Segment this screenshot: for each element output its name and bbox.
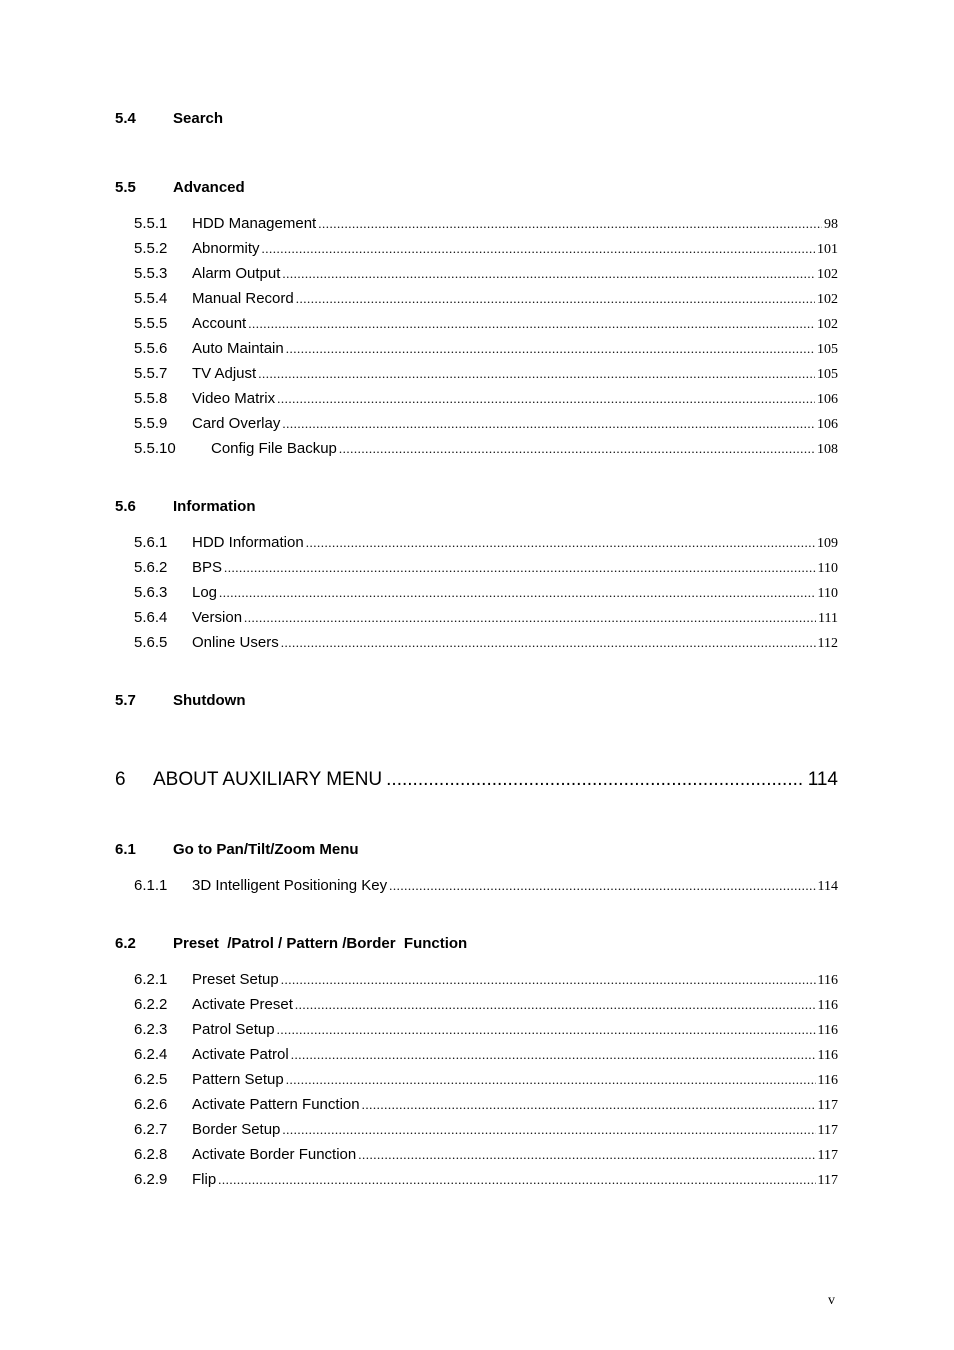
entry-number: 6.2.2 (134, 996, 168, 1013)
entry-title: Activate Patrol (192, 1046, 289, 1063)
entry-title: Config File Backup (211, 440, 337, 457)
toc-entry[interactable] (134, 415, 838, 433)
toc-entry[interactable] (134, 1046, 838, 1064)
dot-leader (262, 240, 815, 258)
toc-entry[interactable] (134, 877, 838, 895)
toc-entry[interactable] (134, 584, 838, 602)
toc-entry[interactable] (134, 240, 838, 258)
section-title: Information (173, 498, 256, 515)
toc-entry[interactable] (134, 215, 838, 233)
entry-title: Manual Record (192, 290, 294, 307)
toc-entry[interactable] (134, 1171, 838, 1189)
entry-number: 5.5.6 (134, 340, 168, 357)
toc-entry[interactable] (134, 1071, 838, 1089)
toc-entry[interactable] (134, 1021, 838, 1039)
entry-page: 102 (817, 267, 838, 282)
entry-title: HDD Management (192, 215, 317, 232)
entry-number: 5.5.10 (134, 440, 176, 457)
entry-page: 117 (817, 1123, 838, 1138)
entry-page: 109 (817, 536, 838, 551)
entry-title: Pattern Setup (192, 1071, 284, 1088)
entry-page: 117 (817, 1173, 838, 1188)
dot-leader (295, 996, 816, 1014)
entry-page: 98 (824, 217, 838, 232)
dot-leader (258, 365, 815, 383)
entry-title: Card Overlay (192, 415, 281, 432)
entry-page: 110 (817, 586, 838, 601)
entry-title: Border Setup (192, 1121, 281, 1138)
entry-page: 117 (817, 1148, 838, 1163)
toc-entry[interactable] (134, 290, 838, 308)
toc-entry[interactable] (134, 534, 838, 552)
entry-number: 6.2.7 (134, 1121, 168, 1138)
entry-number: 6.2.1 (134, 971, 168, 988)
entry-page: 106 (817, 417, 838, 432)
section-number: 6.1 (115, 841, 136, 858)
chapter-number: 6 (115, 769, 126, 790)
entry-title: Video Matrix (192, 390, 276, 407)
toc-entry[interactable] (134, 1121, 838, 1139)
entry-number: 6.2.8 (134, 1146, 168, 1163)
entry-number: 6.1.1 (134, 877, 168, 894)
dot-leader (277, 390, 815, 408)
section-number: 5.4 (115, 110, 136, 127)
entry-title: Patrol Setup (192, 1021, 275, 1038)
entry-number: 5.6.2 (134, 559, 168, 576)
dot-leader (362, 1096, 816, 1114)
section-title: Advanced (173, 179, 245, 196)
entry-page: 116 (817, 998, 838, 1013)
entry-page: 114 (817, 879, 838, 894)
entry-number: 5.5.3 (134, 265, 168, 282)
dot-leader (218, 1171, 815, 1189)
entry-page: 116 (817, 1048, 838, 1063)
entry-title: Log (192, 584, 218, 601)
entry-title: TV Adjust (192, 365, 257, 382)
toc-entry[interactable] (134, 634, 838, 652)
entry-title: Account (192, 315, 247, 332)
section-title: Preset /Patrol / Pattern /Border Function (173, 935, 468, 952)
dot-leader (386, 768, 804, 792)
dot-leader (219, 584, 815, 602)
toc-entry[interactable] (134, 365, 838, 383)
section-number: 5.6 (115, 498, 136, 515)
entry-page: 105 (817, 342, 838, 357)
dot-leader (296, 290, 815, 308)
entry-page: 101 (817, 242, 838, 257)
toc-entry[interactable] (134, 1096, 838, 1114)
entry-number: 6.2.6 (134, 1096, 168, 1113)
dot-leader (282, 1121, 815, 1139)
page-number: v (828, 1293, 835, 1308)
toc-entry[interactable] (134, 971, 838, 989)
entry-page: 116 (817, 973, 838, 988)
toc-entry[interactable] (134, 440, 838, 458)
entry-title: Preset Setup (192, 971, 279, 988)
entry-title: Auto Maintain (192, 340, 284, 357)
entry-page: 108 (817, 442, 838, 457)
entry-title: HDD Information (192, 534, 304, 551)
toc-entry[interactable] (134, 559, 838, 577)
dot-leader (389, 877, 815, 895)
dot-leader (339, 440, 815, 458)
entry-page: 112 (817, 636, 838, 651)
entry-title: BPS (192, 559, 223, 576)
entry-number: 5.6.5 (134, 634, 168, 651)
entry-number: 6.2.3 (134, 1021, 168, 1038)
entry-number: 5.5.7 (134, 365, 168, 382)
entry-number: 5.5.5 (134, 315, 168, 332)
entry-number: 6.2.4 (134, 1046, 168, 1063)
dot-leader (281, 971, 816, 989)
toc-entry[interactable] (134, 1146, 838, 1164)
dot-leader (306, 534, 815, 552)
entry-number: 5.6.4 (134, 609, 168, 626)
section-number: 5.5 (115, 179, 136, 196)
dot-leader (248, 315, 815, 333)
entry-page: 116 (817, 1023, 838, 1038)
dot-leader (318, 215, 822, 233)
dot-leader (281, 634, 816, 652)
entry-title: Online Users (192, 634, 279, 651)
entry-title: Activate Pattern Function (192, 1096, 360, 1113)
toc-entry[interactable] (134, 390, 838, 408)
entry-page: 106 (817, 392, 838, 407)
dot-leader (282, 415, 815, 433)
section-title: Shutdown (173, 692, 246, 709)
entry-number: 5.5.8 (134, 390, 168, 407)
section-number: 6.2 (115, 935, 136, 952)
entry-title: Activate Preset (192, 996, 293, 1013)
entry-title: Alarm Output (192, 265, 281, 282)
dot-leader (291, 1046, 816, 1064)
toc-chapter-6[interactable] (115, 768, 838, 792)
dot-leader (286, 1071, 816, 1089)
entry-page: 111 (818, 611, 838, 626)
entry-number: 5.5.4 (134, 290, 168, 307)
dot-leader (358, 1146, 815, 1164)
dot-leader (224, 559, 816, 577)
dot-leader (282, 265, 815, 283)
entry-page: 110 (817, 561, 838, 576)
entry-title: Flip (192, 1171, 217, 1188)
section-title: Go to Pan/Tilt/Zoom Menu (173, 841, 359, 858)
chapter-title: ABOUT AUXILIARY MENU (153, 769, 383, 790)
toc-entry[interactable] (134, 609, 838, 627)
entry-number: 5.6.1 (134, 534, 168, 551)
entry-number: 5.5.1 (134, 215, 168, 232)
entry-page: 105 (817, 367, 838, 382)
entry-number: 6.2.5 (134, 1071, 168, 1088)
toc-entry[interactable] (134, 265, 838, 283)
entry-page: 102 (817, 292, 838, 307)
chapter-page: 114 (807, 769, 838, 790)
entry-title: 3D Intelligent Positioning Key (192, 877, 388, 894)
section-title: Search (173, 110, 224, 127)
toc-entry[interactable] (134, 340, 838, 358)
dot-leader (286, 340, 815, 358)
entry-page: 116 (817, 1073, 838, 1088)
entry-number: 5.5.9 (134, 415, 168, 432)
entry-page: 102 (817, 317, 838, 332)
entry-number: 5.5.2 (134, 240, 168, 257)
entry-title: Abnormity (192, 240, 260, 257)
dot-leader (277, 1021, 816, 1039)
entry-number: 5.6.3 (134, 584, 168, 601)
toc-entry[interactable] (134, 996, 838, 1014)
entry-title: Activate Border Function (192, 1146, 357, 1163)
entry-page: 117 (817, 1098, 838, 1113)
section-number: 5.7 (115, 692, 136, 709)
dot-leader (244, 609, 816, 627)
entry-title: Version (192, 609, 243, 626)
entry-number: 6.2.9 (134, 1171, 168, 1188)
toc-entry[interactable] (134, 315, 838, 333)
